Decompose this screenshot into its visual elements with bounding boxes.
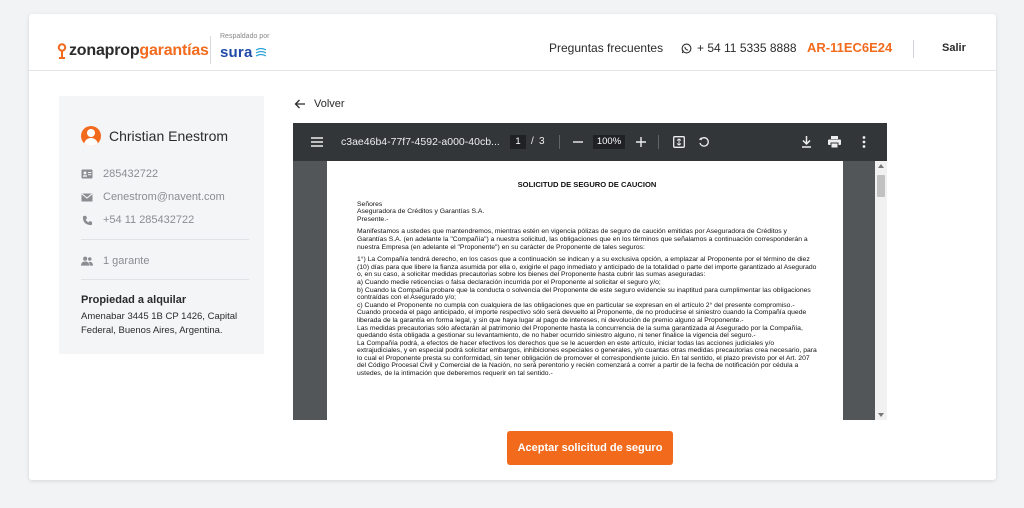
avatar bbox=[81, 126, 101, 146]
logo-divider bbox=[210, 36, 211, 64]
location-pin-icon bbox=[57, 43, 67, 59]
document-content bbox=[357, 175, 817, 383]
guarantors-row bbox=[81, 255, 149, 267]
backed-by-label: Respaldado por bbox=[220, 33, 270, 40]
main-card bbox=[29, 14, 996, 480]
people-icon bbox=[81, 255, 93, 267]
brand-accent-text: garantías bbox=[139, 42, 209, 59]
id-card-icon bbox=[81, 168, 93, 180]
scroll-thumb[interactable] bbox=[877, 175, 885, 197]
brand-main-text: zonaprop bbox=[69, 42, 140, 59]
email-text: Cenestrom@navent.com bbox=[103, 191, 225, 203]
zoom-in-icon[interactable] bbox=[633, 134, 649, 150]
sura-logo-text: sura bbox=[220, 44, 253, 61]
pdf-file-name: c3ae46b4-77f7-4592-a000-40cb... bbox=[341, 136, 500, 148]
zonaprop-garantias-logo[interactable] bbox=[57, 40, 209, 62]
back-link[interactable] bbox=[294, 98, 345, 110]
mail-icon bbox=[81, 191, 93, 203]
profile-panel bbox=[59, 96, 264, 354]
download-icon[interactable] bbox=[798, 134, 814, 150]
page-separator: / bbox=[531, 136, 534, 147]
scroll-down-arrow-icon[interactable] bbox=[878, 413, 884, 417]
toolbar-divider bbox=[559, 135, 560, 149]
profile-divider-2 bbox=[81, 279, 249, 280]
zoom-level-input[interactable]: 100% bbox=[593, 135, 625, 149]
id-number: 285432722 bbox=[103, 168, 159, 180]
sura-logo bbox=[220, 44, 267, 61]
id-row bbox=[81, 168, 158, 180]
top-header bbox=[29, 14, 996, 71]
pdf-viewer[interactable] bbox=[293, 123, 887, 420]
document-intro: Manifestamos a ustedes que mantendremos, mientras estén en vigencia pólizas de seguro de caución emitidas por Aseguradora de Créditos y Garantías S.A. (en adelante la "Compañía") a nuestra solicitud, las obligaciones que en los términos que señalamos a continuación corresponderán a nuestra Empresa (en adelante el "Proponente") en su carácter de Proponente de tales seguros: bbox=[357, 228, 808, 251]
page-number-input[interactable]: 1 bbox=[510, 135, 526, 149]
property-title: Propiedad a alquilar bbox=[81, 294, 187, 306]
header-divider bbox=[913, 40, 914, 58]
property-address: Amenabar 3445 1B CP 1426, Capital Federal, Buenos Aires, Argentina. bbox=[81, 311, 238, 336]
whatsapp-icon bbox=[681, 43, 692, 54]
document-clause-1: 1°) La Compañía tendrá derecho, en los casos que a continuación se indican y a su exclusiva opción, a emplazar al Proponente por el término de diez (10) días para que libere la fianza asumida por ella o, exigirle el pago inmediato y anticipado de la totalidad o parte del importe garantizado al Asegurado o, en su caso, a solicitar medidas precautorias sobre los bienes del Proponente hasta cubrir las sumas aseguradas: a) Cuando medie reticencias o falsa declaración incurrida por el Proponente al solicitar el seguro y/o; b) Cuando la Compañía probare que la conducta o solvencia del Proponente de este seguro evidencie su inaptitud para cumplimentar las obligaciones contraídas con el Asegurado y/o; c) Cuando el Proponente no cumpla con cualquiera de las obligaciones que en particular se expresan en el artículo 2° del presente compromiso.- Cuando proceda el pago anticipado, el importe respectivo sólo será devuelto al Proponente, de no producirse el siniestro cuando la Compañía quede liberada de la garantía en forma legal, y sin que haya lugar al pago de intereses, ni devolución de premio alguno al Proponente.- Las medidas precautorias sólo afectarán al patrimonio del Proponente hasta la concurrencia de la suma garantizada al Asegurado por la Compañía, quedando ésta obligada a gestionar su levantamiento, de no haber ocurrido siniestro alguno, ni tener finalice la vigencia del seguro.- La Compañía podrá, a efectos de hacer efectivos los derechos que se le acuerden en este artículo, iniciar todas las acciones judiciales y/o extrajudiciales, y en especial podrá solicitar embargos, inhibiciones especiales o generales, y/o cuantas otras medidas precautorias crea necesario, para lo cual el Proponente presta su conformidad, sin tener obligación de promover el correspondiente juicio. En tal sentido, el plazo previsto por el Art. 207 del Código Procesal Civil y Comercial de la Nación, no será perentorio y recién comenzará a correr a partir de la fecha de notificación por cédula a ustedes, de la intimación que deberemos requerir en tal sentido.- bbox=[357, 256, 817, 378]
sura-wave-icon bbox=[255, 47, 267, 59]
zoom-out-icon[interactable] bbox=[570, 134, 586, 150]
phone-icon bbox=[81, 214, 93, 226]
more-options-icon[interactable] bbox=[856, 134, 872, 150]
phone-row bbox=[81, 214, 194, 226]
toolbar-divider-2 bbox=[658, 135, 659, 149]
document-greeting: Señores Aseguradora de Créditos y Garantías S.A. Presente.- bbox=[357, 200, 485, 223]
document-title: SOLICITUD DE SEGURO DE CAUCION bbox=[517, 180, 657, 189]
phone-number: + 54 11 5335 8888 bbox=[697, 41, 797, 55]
faq-link[interactable]: Preguntas frecuentes bbox=[549, 41, 664, 55]
pdf-page bbox=[327, 161, 843, 420]
request-code: AR-11EC6E24 bbox=[807, 40, 893, 55]
email-row bbox=[81, 191, 225, 203]
print-icon[interactable] bbox=[826, 134, 842, 150]
profile-divider bbox=[81, 239, 249, 240]
phone-text: +54 11 285432722 bbox=[103, 214, 195, 226]
scroll-up-arrow-icon[interactable] bbox=[878, 164, 884, 168]
profile-name: Christian Enestrom bbox=[109, 128, 229, 144]
pdf-scrollbar[interactable] bbox=[875, 161, 887, 420]
accept-insurance-button[interactable]: Aceptar solicitud de seguro bbox=[507, 431, 673, 465]
logout-link[interactable]: Salir bbox=[942, 42, 966, 54]
menu-icon[interactable] bbox=[309, 134, 325, 150]
guarantors-count: 1 garante bbox=[103, 255, 150, 267]
whatsapp-phone-link[interactable] bbox=[681, 41, 797, 55]
back-label: Volver bbox=[314, 98, 345, 110]
rotate-icon[interactable] bbox=[696, 134, 712, 150]
fit-page-icon[interactable] bbox=[671, 134, 687, 150]
page-total: 3 bbox=[539, 136, 545, 147]
pdf-toolbar bbox=[293, 123, 887, 161]
arrow-left-icon bbox=[294, 99, 306, 109]
